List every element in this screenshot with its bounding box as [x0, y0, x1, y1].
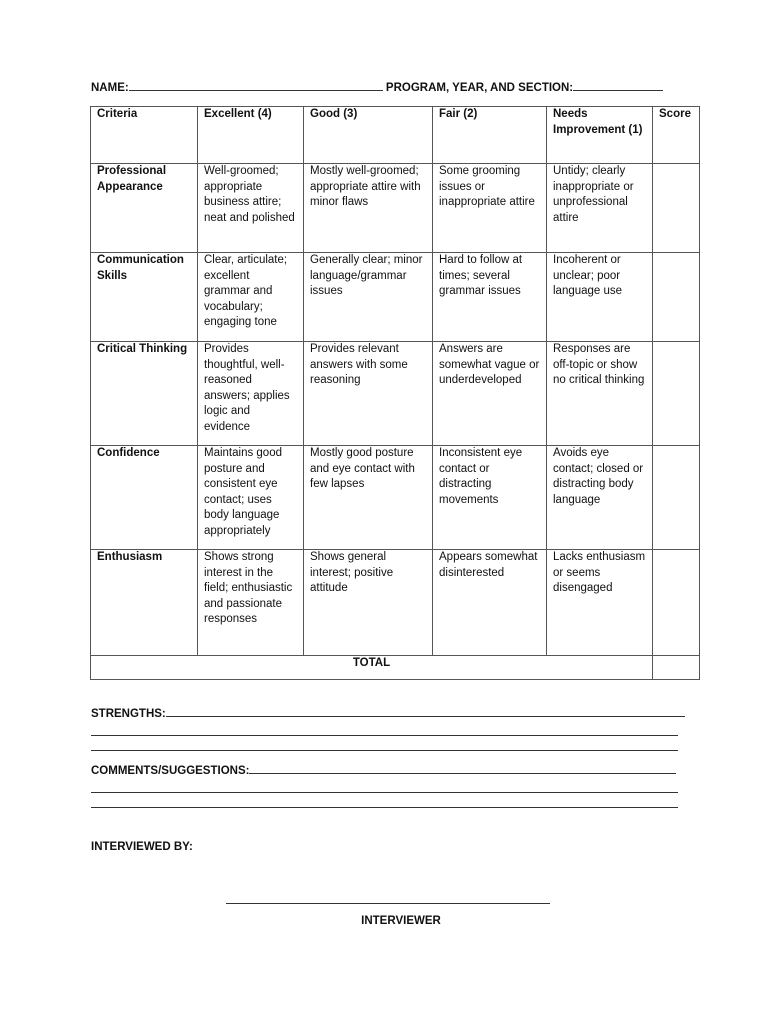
needs-improvement-cell: Responses are off-topic or show no critical thinking — [547, 342, 653, 446]
header-line — [91, 79, 663, 94]
needs-improvement-cell: Untidy; clearly inappropriate or unprofessional attire — [547, 164, 653, 253]
table-header-row — [91, 107, 700, 164]
needs-improvement-cell: Lacks enthusiasm or seems disengaged — [547, 550, 653, 656]
fair-cell: Inconsistent eye contact or distracting movements — [433, 446, 547, 550]
comments-extra-line[interactable] — [91, 807, 678, 808]
strengths-field[interactable] — [166, 705, 685, 717]
criteria-cell: Critical Thinking — [91, 342, 198, 446]
excellent-cell: Clear, articulate; excellent grammar and vocabulary; engaging tone — [198, 253, 304, 342]
excellent-cell: Provides thoughtful, well-reasoned answers; applies logic and evidence — [198, 342, 304, 446]
score-cell[interactable] — [653, 446, 700, 550]
rubric-table — [90, 106, 700, 680]
criteria-cell: Enthusiasm — [91, 550, 198, 656]
column-header: Fair (2) — [433, 107, 547, 164]
fair-cell: Some grooming issues or inappropriate attire — [433, 164, 547, 253]
strengths-label: STRENGTHS: — [91, 708, 166, 720]
program-field[interactable] — [573, 79, 663, 91]
table-row — [91, 550, 700, 656]
fair-cell: Appears somewhat disinterested — [433, 550, 547, 656]
criteria-cell: Confidence — [91, 446, 198, 550]
comments-line — [91, 762, 676, 777]
column-header: Excellent (4) — [198, 107, 304, 164]
excellent-cell: Maintains good posture and consistent eye contact; uses body language appropriately — [198, 446, 304, 550]
good-cell: Shows general interest; positive attitude — [304, 550, 433, 656]
column-header: Score — [653, 107, 700, 164]
table-row — [91, 342, 700, 446]
score-cell[interactable] — [653, 342, 700, 446]
fair-cell: Hard to follow at times; several grammar issues — [433, 253, 547, 342]
fair-cell: Answers are somewhat vague or underdeveloped — [433, 342, 547, 446]
name-label: NAME: — [91, 82, 129, 94]
strengths-line — [91, 705, 685, 720]
comments-extra-line[interactable] — [91, 792, 678, 793]
good-cell: Provides relevant answers with some reasoning — [304, 342, 433, 446]
needs-improvement-cell: Incoherent or unclear; poor language use — [547, 253, 653, 342]
table-row — [91, 253, 700, 342]
total-label: TOTAL — [91, 656, 653, 680]
needs-improvement-cell: Avoids eye contact; closed or distracting body language — [547, 446, 653, 550]
column-header: Good (3) — [304, 107, 433, 164]
good-cell: Mostly good posture and eye contact with few lapses — [304, 446, 433, 550]
total-score-cell[interactable] — [653, 656, 700, 680]
table-row — [91, 446, 700, 550]
program-label: PROGRAM, YEAR, AND SECTION: — [385, 82, 574, 94]
interviewed-by-label: INTERVIEWED BY: — [91, 841, 193, 853]
name-field[interactable] — [129, 79, 383, 91]
comments-field[interactable] — [249, 762, 676, 774]
excellent-cell: Well-groomed; appropriate business attire; neat and polished — [198, 164, 304, 253]
interviewer-signature-line[interactable] — [226, 903, 550, 904]
strengths-extra-line[interactable] — [91, 735, 678, 736]
good-cell: Mostly well-groomed; appropriate attire with minor flaws — [304, 164, 433, 253]
score-cell[interactable] — [653, 550, 700, 656]
strengths-extra-line[interactable] — [91, 750, 678, 751]
column-header: Needs Improvement (1) — [547, 107, 653, 164]
column-header: Criteria — [91, 107, 198, 164]
good-cell: Generally clear; minor language/grammar issues — [304, 253, 433, 342]
score-cell[interactable] — [653, 164, 700, 253]
comments-label: COMMENTS/SUGGESTIONS: — [91, 765, 250, 777]
table-row — [91, 164, 700, 253]
score-cell[interactable] — [653, 253, 700, 342]
interviewer-label: INTERVIEWER — [361, 915, 441, 927]
criteria-cell: Communication Skills — [91, 253, 198, 342]
total-row — [91, 656, 700, 680]
criteria-cell: Professional Appearance — [91, 164, 198, 253]
excellent-cell: Shows strong interest in the field; enthusiastic and passionate responses — [198, 550, 304, 656]
